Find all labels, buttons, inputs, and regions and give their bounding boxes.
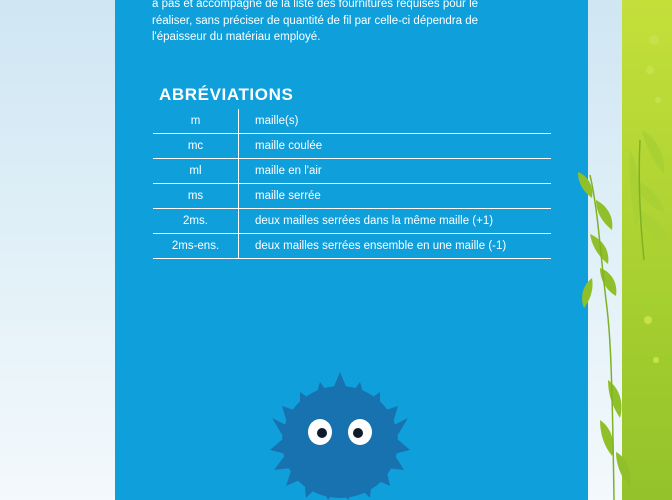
meaning-cell: deux mailles serrées ensemble en une maille (-1) [239,234,552,259]
table-row [153,134,551,159]
fuzzball-creature-icon [268,366,412,500]
meaning-cell: maille(s) [239,109,552,134]
table-row [153,234,551,259]
abbreviation-cell: m [153,109,239,134]
abbreviation-cell: ml [153,159,239,184]
table-row [153,184,551,209]
meaning-cell: maille en l'air [239,159,552,184]
abbreviation-cell: mc [153,134,239,159]
intro-paragraph [152,0,552,46]
table-row [153,209,551,234]
abbreviation-cell: 2ms. [153,209,239,234]
intro-line: à pas et accompagné de la liste des fournitures requises pour le [152,0,479,10]
intro-line: l'épaisseur du matériau employé. [152,31,321,43]
intro-line: réaliser, sans préciser de quantité de fil par celle-ci dépendra de [152,14,479,27]
abbreviations-title: ABRÉVIATIONS [159,85,294,104]
meaning-cell: maille serrée [239,184,552,209]
meaning-cell: deux mailles serrées dans la même maille (+1) [239,209,552,234]
meaning-cell: maille coulée [239,134,552,159]
abbreviation-cell: ms [153,184,239,209]
abbreviation-cell: 2ms-ens. [153,234,239,259]
abbreviations-table [153,109,551,259]
table-row [153,109,551,134]
foliage-illustration [570,0,672,500]
table-row [153,159,551,184]
